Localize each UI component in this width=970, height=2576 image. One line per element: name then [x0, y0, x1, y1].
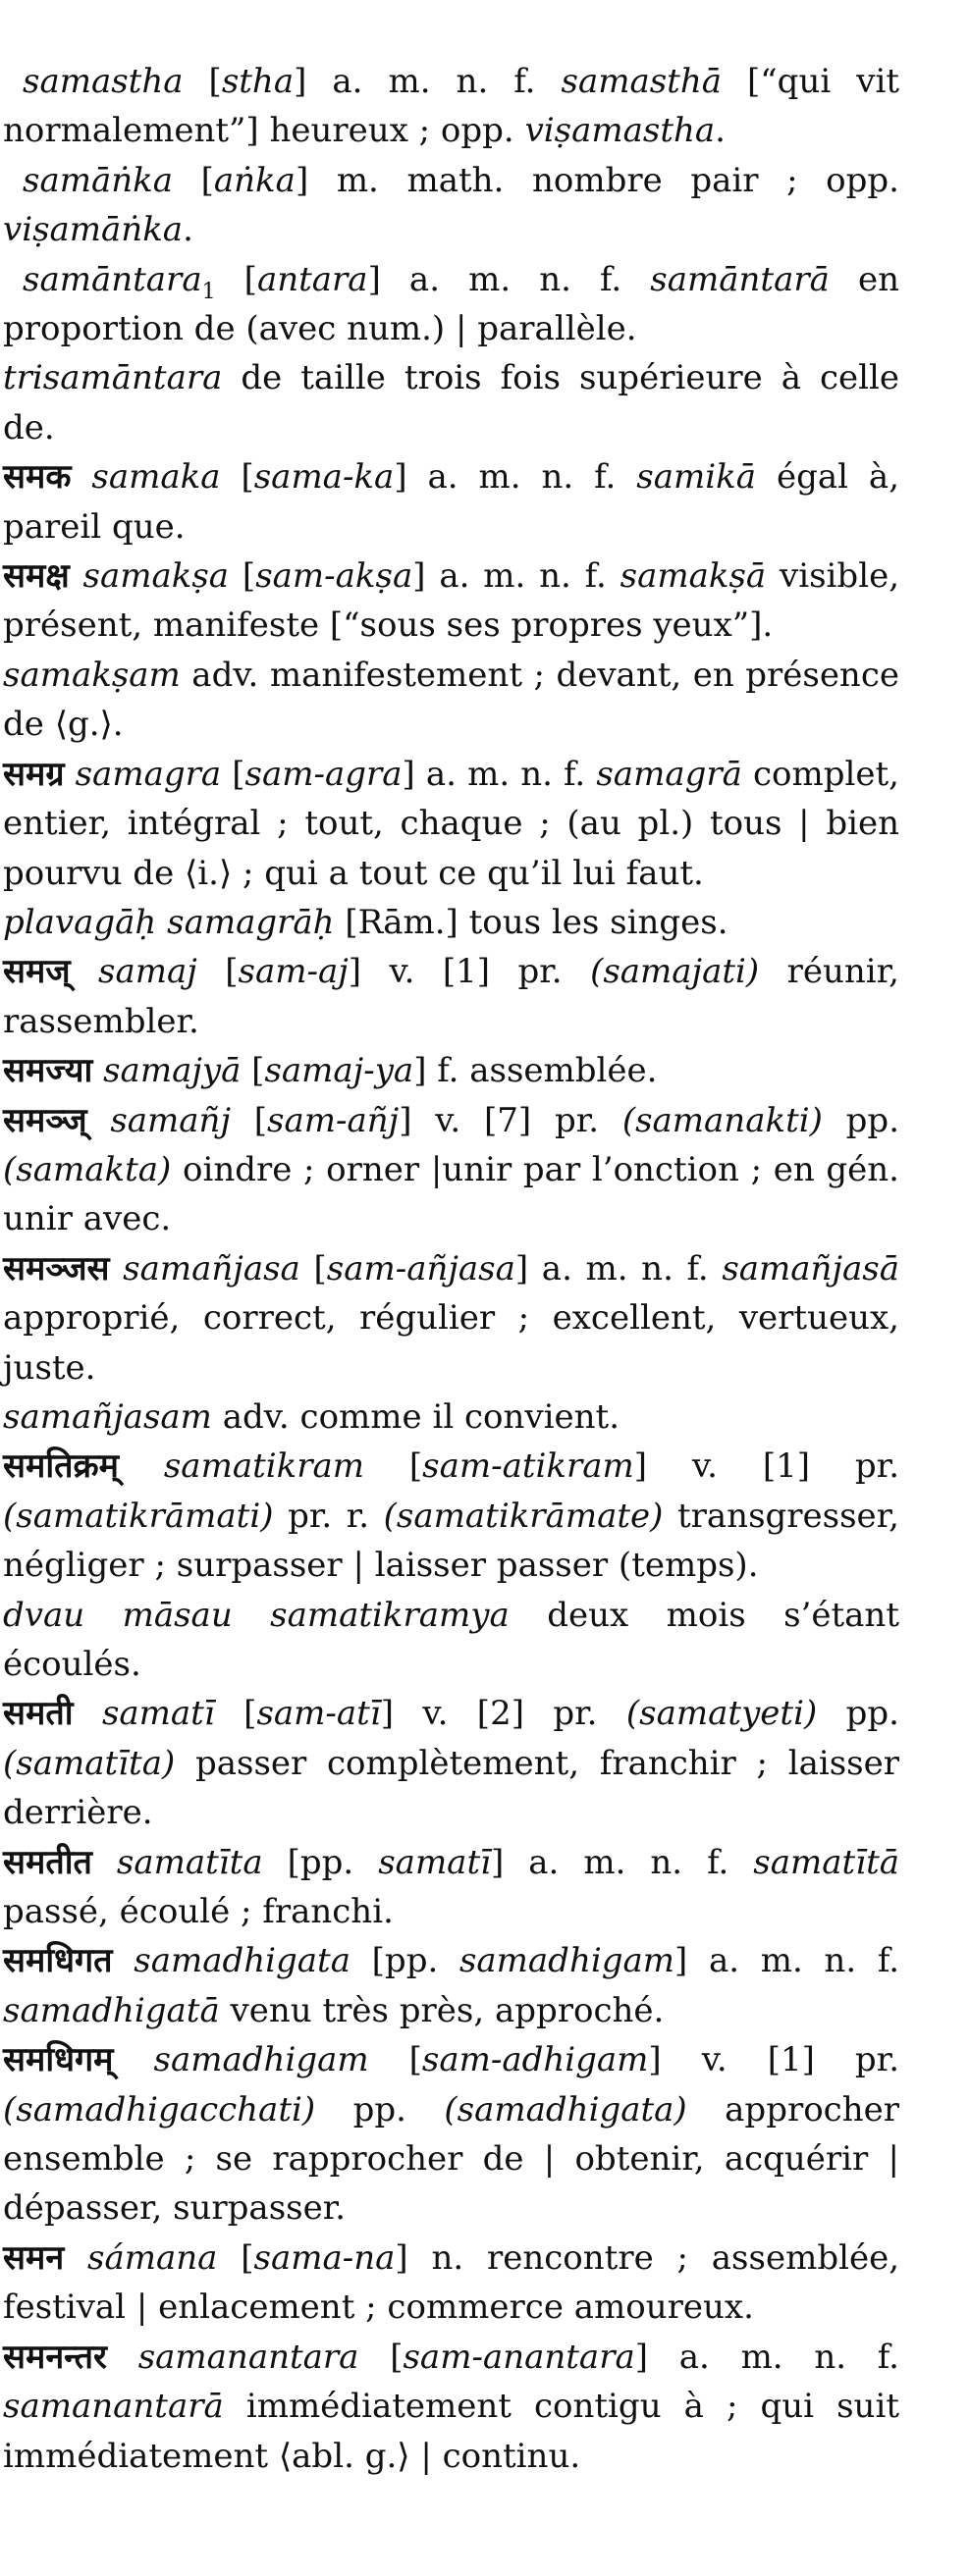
definition-text: pr. r. [273, 1496, 384, 1536]
dictionary-entry [3, 947, 899, 1046]
definition-text: de taille trois fois supérieure à celle de. [3, 358, 899, 447]
definition-text: approcher ensemble ; se rapprocher de | obtenir, acquérir | dépasser, surpasser. [3, 2089, 899, 2229]
definition-text: [ [214, 1694, 257, 1734]
italic-term: samakṣam [3, 655, 181, 695]
definition-text: [pp. [262, 1842, 379, 1882]
italic-term: samagrā [596, 754, 742, 794]
definition-text: oindre ; orner |unir par l’onction ; en gén. unir avec. [3, 1149, 899, 1239]
definition-text: ] a. m. n. f. [674, 1941, 899, 1981]
italic-term: samāntara [23, 259, 202, 299]
definition-text: ] a. m. n. f. [367, 259, 651, 299]
definition-text: pp. [817, 1694, 899, 1734]
dictionary-entry [3, 2333, 899, 2481]
definition-text: [ [241, 1051, 265, 1091]
definition-text [113, 1941, 135, 1980]
devanagari-headword: समतिक्रम् [3, 1446, 119, 1487]
definition-text: [ [217, 2237, 254, 2278]
italic-term: samadhigam [458, 1941, 674, 1981]
definition-text: adv. manifestement ; devant, en présence de ⟨g.⟩. [3, 655, 899, 745]
dictionary-entry [3, 898, 899, 947]
definition-text: [ [299, 1248, 327, 1288]
dictionary-entry [3, 255, 899, 354]
italic-term: samaj-ya [264, 1051, 414, 1091]
definition-text: [ [220, 457, 254, 498]
devanagari-headword: समक्ष [3, 556, 70, 597]
devanagari-headword: समधिगत [3, 1941, 113, 1981]
italic-term: sam-akṣa [255, 556, 413, 597]
dictionary-entry [3, 552, 899, 651]
definition-text: complet, entier, intégral ; tout, chaque ; (au pl.) tous | bien pourvu de ⟨i.⟩ ; qui a tout ce qu’il lui faut. [3, 754, 899, 893]
definition-text: approprié, correct, régulier ; excellent, vertueux, juste. [3, 1298, 899, 1388]
italic-term: (samatikrāmati) [3, 1496, 274, 1536]
italic-term: samañj [110, 1100, 231, 1140]
devanagari-headword: समग्र [3, 754, 65, 794]
italic-term: samatīta [116, 1842, 263, 1882]
definition-text [64, 2238, 87, 2278]
definition-text: pp. [315, 2089, 445, 2129]
definition-text: ] v. [1] pr. [648, 2040, 899, 2080]
italic-term: samastha [23, 62, 184, 101]
definition-text: ] n. rencontre ; assemblée, festival | enlacement ; commerce amoureux. [3, 2237, 900, 2328]
italic-term: sam-atī [256, 1694, 381, 1734]
definition-text [92, 1843, 117, 1882]
italic-term: (samajati) [590, 952, 760, 992]
definition-text: immédiatement contigu à ; qui suit immédiatement ⟨abl. g.⟩ | continu. [3, 2387, 899, 2476]
definition-text: . [715, 111, 726, 151]
italic-term: sama-na [253, 2237, 396, 2278]
italic-term: (samanakti) [621, 1100, 823, 1140]
definition-text: ] a. m. n. f. [514, 1248, 723, 1288]
definition-text: transgresser, négliger ; surpasser | laisser passer (temps). [3, 1496, 899, 1586]
definition-text: visible, présent, manifeste [“sous ses propres yeux”]. [3, 556, 899, 646]
definition-text: réunir, rassembler. [3, 952, 899, 1041]
definition-text: ] v. [1] pr. [348, 952, 591, 992]
italic-term: stha [221, 62, 295, 101]
definition-text: [ [215, 259, 257, 299]
devanagari-headword: समज् [3, 952, 71, 992]
dictionary-entry [3, 2234, 899, 2333]
italic-term: plavagāḥ samagrāḥ [3, 902, 335, 942]
italic-term: sam-anantara [403, 2337, 635, 2377]
definition-text: [ [173, 160, 214, 200]
definition-text: [ [183, 62, 222, 101]
italic-term: sam-añjasa [326, 1248, 515, 1288]
italic-term: sam-aj [238, 952, 349, 992]
definition-text: pp. [822, 1100, 899, 1140]
definition-text: [ [229, 556, 256, 597]
definition-text: ] a. m. n. f. [394, 457, 637, 498]
italic-term: trisamāntara [3, 358, 223, 398]
italic-term: samaj [98, 952, 197, 992]
italic-term: samañjasam [3, 1396, 212, 1437]
devanagari-headword: समज्या [3, 1051, 93, 1091]
italic-term: samajyā [103, 1051, 242, 1091]
definition-text: ] v. [7] pr. [399, 1100, 622, 1140]
devanagari-headword: समती [3, 1694, 74, 1734]
dictionary-entry [3, 1046, 899, 1095]
italic-term: viṣamastha [524, 111, 716, 151]
definition-text: passer complètement, franchir ; laisser derrière. [3, 1743, 899, 1833]
italic-term: viṣamāṅka [3, 210, 184, 250]
definition-text: ] a. m. n. f. [294, 62, 562, 101]
italic-term: antara [256, 259, 368, 299]
definition-text [87, 1101, 111, 1140]
dictionary-entry [3, 1244, 899, 1393]
italic-term: sam-atikram [422, 1446, 634, 1487]
italic-term: samadhigata [134, 1941, 350, 1981]
italic-term: aṅka [213, 160, 296, 200]
italic-term: samadhigam [153, 2040, 369, 2080]
italic-term: samatī [378, 1842, 491, 1882]
definition-text: ] a. m. n. f. [491, 1842, 754, 1882]
italic-term: samaka [91, 457, 221, 498]
definition-text: ] v. [2] pr. [380, 1694, 626, 1734]
definition-text [114, 2040, 154, 2079]
definition-text: ] a. m. n. f. [402, 754, 597, 794]
devanagari-headword: समधिगम् [3, 2040, 114, 2080]
definition-text: ] a. m. n. f. [412, 556, 620, 597]
italic-term: (samatikrāmate) [383, 1496, 664, 1536]
definition-text [110, 1249, 124, 1288]
italic-term: (samadhigacchati) [3, 2089, 316, 2129]
subscript-index: 1 [201, 279, 216, 304]
definition-text: [Rām.] tous les singes. [334, 902, 728, 942]
definition-text: [ [231, 1100, 268, 1140]
devanagari-headword: समनन्तर [3, 2337, 107, 2377]
definition-text [71, 952, 98, 991]
definition-text: . [183, 210, 193, 250]
italic-term: samatī [101, 1694, 215, 1734]
definition-text [92, 1051, 103, 1090]
definition-text: [ [358, 2337, 404, 2377]
definition-text: [pp. [350, 1941, 459, 1981]
definition-text [70, 556, 83, 596]
definition-text: passé, écoulé ; franchi. [3, 1892, 394, 1932]
italic-term: (samatyeti) [625, 1694, 818, 1734]
definition-text: ] f. assemblée. [413, 1051, 658, 1091]
dictionary-entry [3, 1393, 899, 1442]
dictionary-entry [3, 452, 899, 552]
dictionary-entry [3, 1838, 899, 1937]
dictionary-entry [3, 353, 899, 452]
devanagari-headword: समतीत [3, 1842, 92, 1882]
definition-text: ] a. m. n. f. [634, 2337, 899, 2377]
definition-text: ] v. [1] pr. [633, 1446, 899, 1487]
definition-text: en proportion de (avec num.) | parallèle. [3, 259, 899, 349]
dictionary-entry [3, 1096, 899, 1244]
italic-term: (samadhigata) [444, 2089, 687, 2129]
devanagari-headword: समञ्ज् [3, 1100, 87, 1140]
definition-text: deux mois s’étant écoulés. [3, 1595, 899, 1684]
definition-text: [ [364, 1446, 423, 1487]
italic-term: samadhigatā [3, 1990, 220, 2030]
definition-text: ] m. math. nombre pair ; opp. [295, 160, 899, 200]
definition-text: égal à, pareil que. [3, 457, 900, 547]
italic-term: samañjasa [123, 1248, 300, 1288]
definition-text: venu très près, approché. [219, 1990, 665, 2030]
definition-text: [ [368, 2040, 422, 2080]
dictionary-entry [3, 156, 899, 255]
italic-term: samikā [636, 457, 757, 498]
definition-text [65, 755, 76, 794]
italic-term: samatītā [753, 1842, 899, 1882]
italic-term: sámana [87, 2237, 218, 2278]
definition-text [119, 1446, 164, 1486]
dictionary-entry [3, 1442, 899, 1590]
definition-text: adv. comme il convient. [211, 1396, 620, 1437]
dictionary-entry [3, 1936, 899, 2035]
italic-term: samakṣā [620, 556, 767, 597]
dictionary-entry [3, 1591, 899, 1690]
italic-term: dvau māsau samatikramya [3, 1595, 510, 1635]
definition-text [74, 1694, 102, 1733]
definition-text [107, 2338, 138, 2377]
devanagari-headword: समन [3, 2237, 65, 2278]
italic-term: samakṣa [82, 556, 230, 597]
dictionary-entry [3, 1689, 899, 1837]
devanagari-headword: समञ्जस [3, 1248, 110, 1288]
italic-term: samanantarā [3, 2387, 224, 2427]
definition-text: [“qui vit normalement”] heureux ; opp. [3, 62, 899, 151]
dictionary-entry [3, 2035, 899, 2234]
dictionary-entry [3, 651, 899, 750]
italic-term: samasthā [561, 62, 723, 101]
italic-term: (samatīta) [3, 1743, 176, 1783]
definition-text: [ [221, 754, 245, 794]
dictionary-page [3, 57, 899, 2481]
italic-term: samāṅka [23, 160, 173, 200]
italic-term: samañjasā [722, 1248, 899, 1288]
italic-term: sam-adhigam [421, 2040, 649, 2080]
italic-term: sama-ka [253, 457, 395, 498]
devanagari-headword: समक [3, 457, 72, 498]
italic-term: samanantara [137, 2337, 359, 2377]
italic-term: sam-agra [244, 754, 403, 794]
definition-text: [ [196, 952, 239, 992]
definition-text [71, 457, 91, 497]
italic-term: samāntarā [650, 259, 830, 299]
italic-term: samatikram [163, 1446, 364, 1487]
italic-term: samagra [75, 754, 222, 794]
italic-term: sam-añj [267, 1100, 400, 1140]
dictionary-entry [3, 57, 899, 156]
italic-term: (samakta) [3, 1149, 172, 1189]
dictionary-entry [3, 750, 899, 898]
